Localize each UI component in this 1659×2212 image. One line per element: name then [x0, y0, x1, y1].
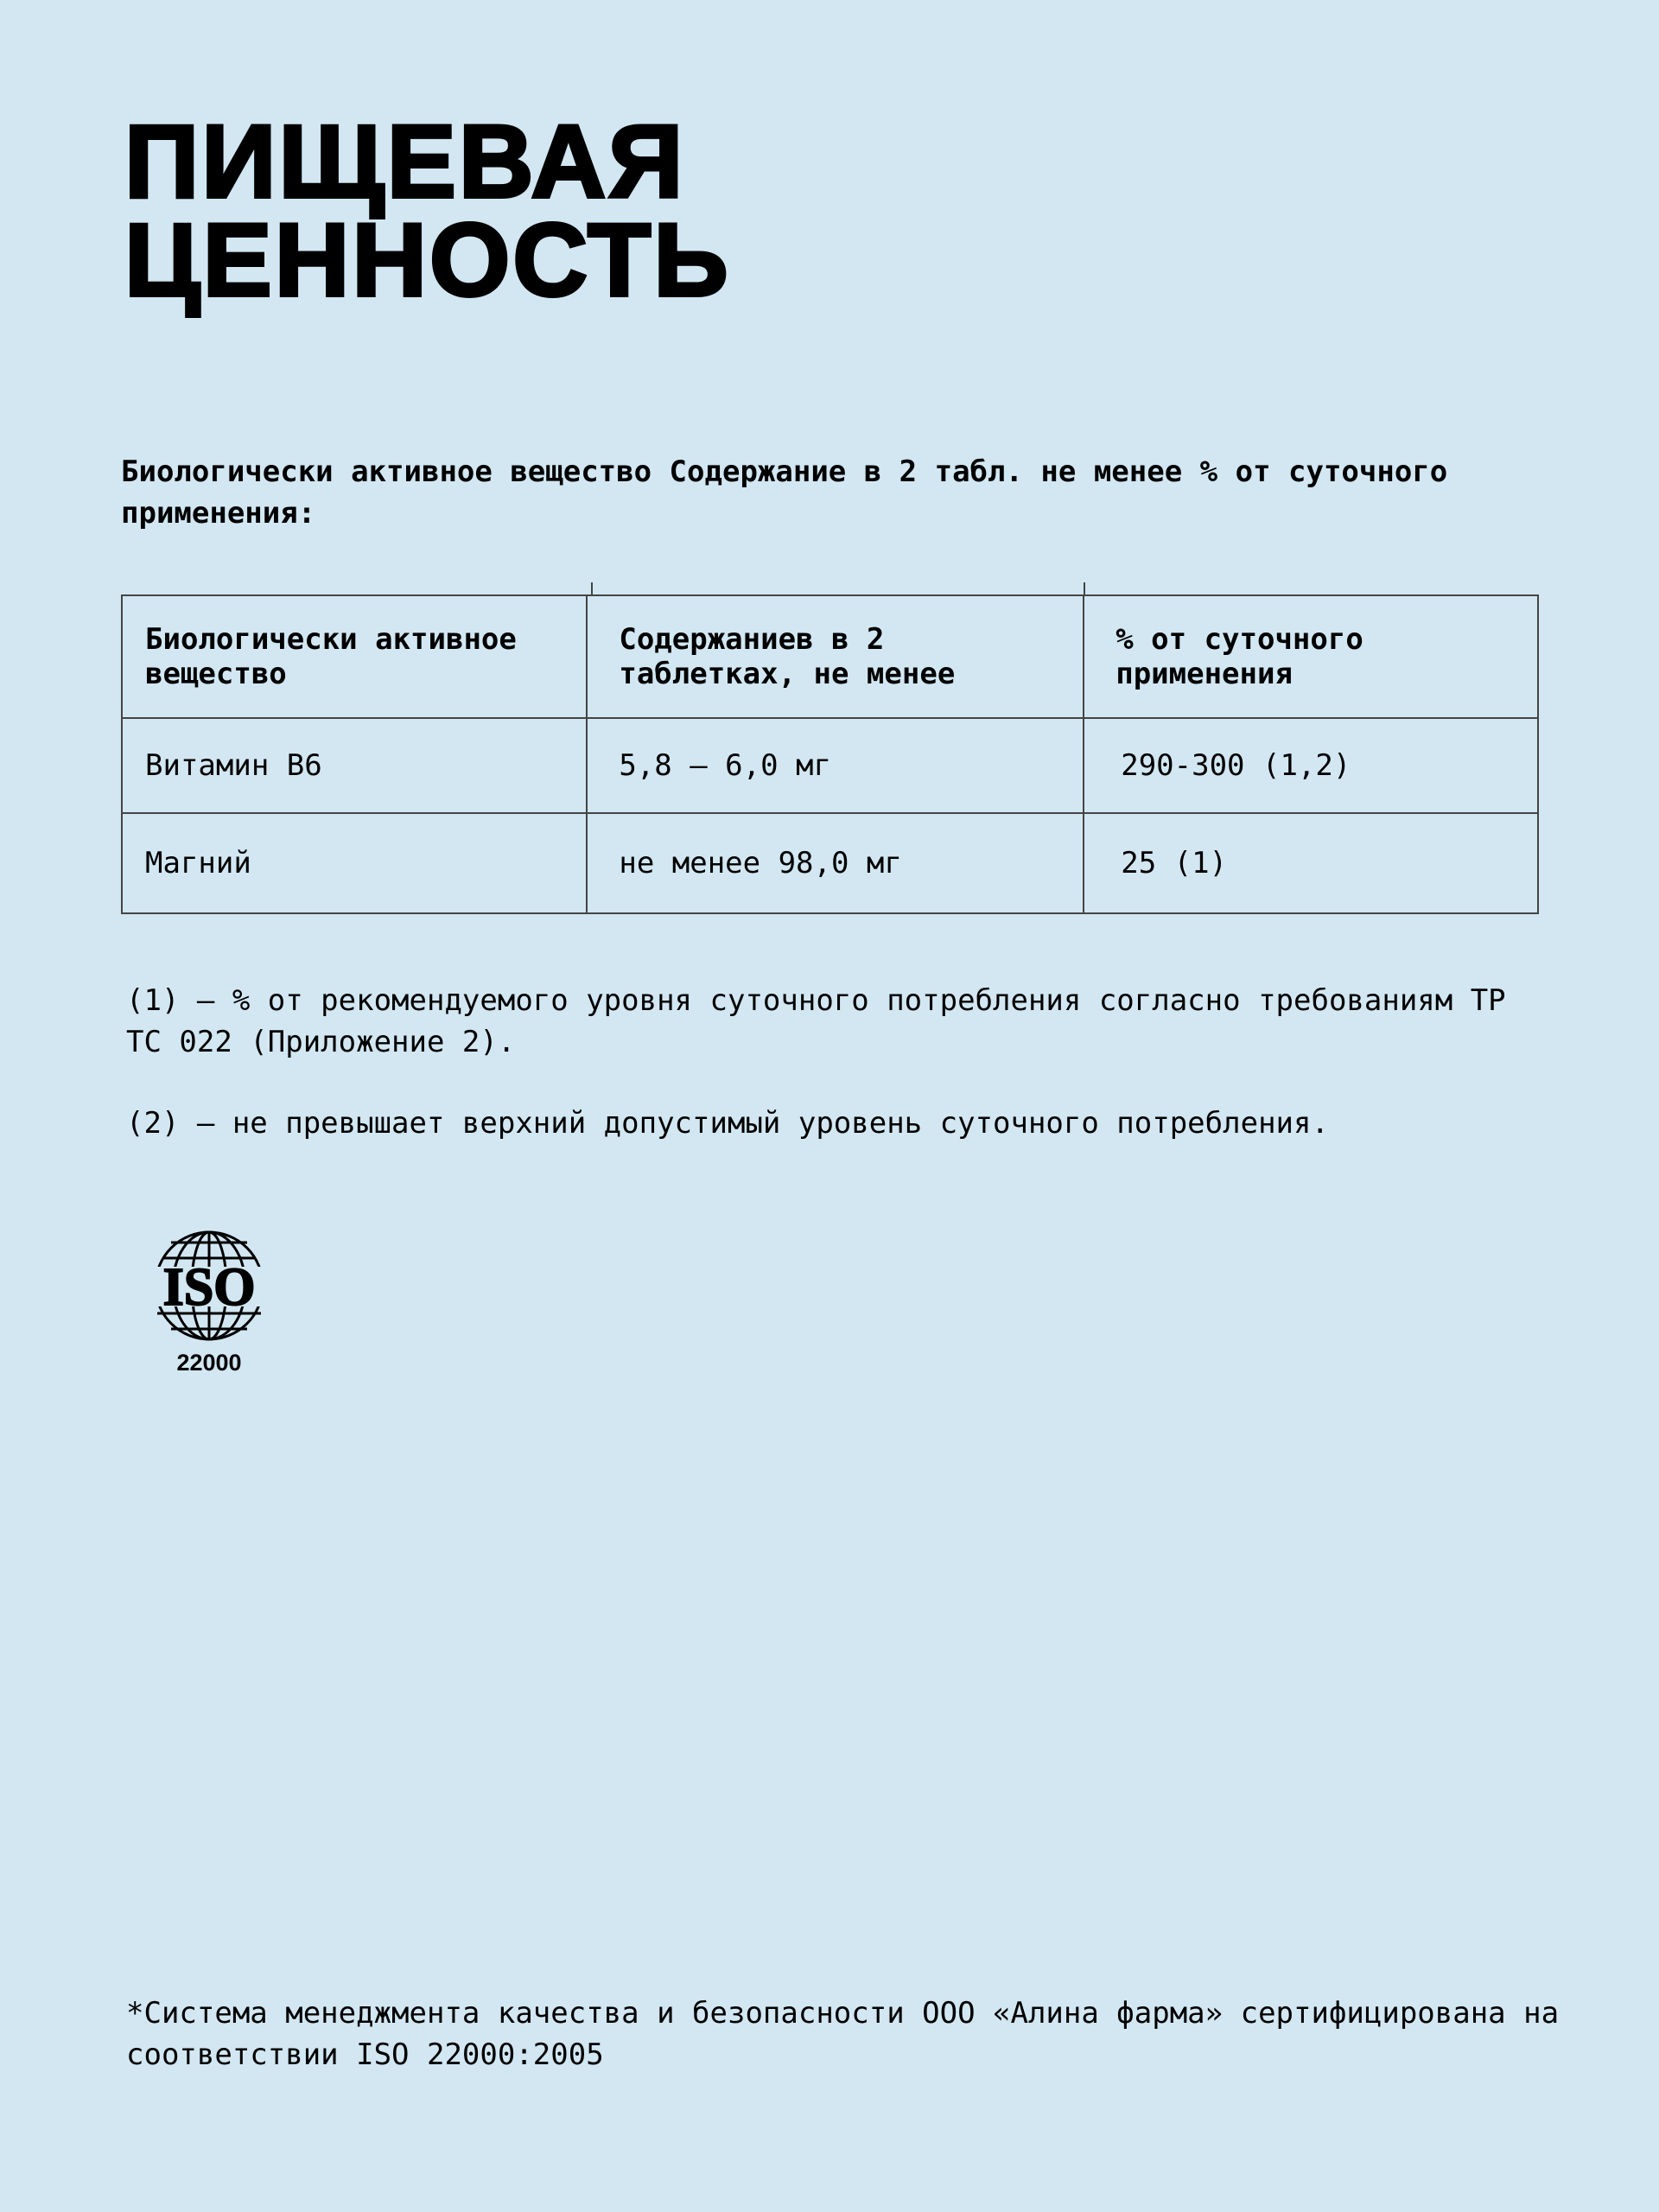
- footnote-2: (2) — не превышает верхний допустимый уровень суточного потребления.: [126, 1106, 1329, 1141]
- certification-note: *Система менеджмента качества и безопасности ООО «Алина фарма» сертифицирована на соответствии ISO 22000:2005: [126, 1996, 1560, 2072]
- table-header-row: [122, 595, 1538, 718]
- footnote-1: (1) — % от рекомендуемого уровня суточного потребления согласно требованиям ТР ТС 022 (Приложение 2).: [126, 983, 1506, 1059]
- cell-content: 5,8 – 6,0 мг: [587, 718, 1084, 813]
- page-title-line-1: ПИЩЕВАЯ: [124, 104, 686, 219]
- iso-globe-icon: [140, 1225, 278, 1346]
- footnotes: [126, 980, 1526, 1184]
- page-title-line-2: ЦЕННОСТЬ: [124, 202, 731, 318]
- header-daily-percent: % от суточного применения: [1084, 595, 1538, 718]
- cell-daily-percent: 25 (1): [1084, 813, 1538, 913]
- iso-standard-code: 22000: [176, 1350, 242, 1376]
- page-title: [124, 104, 731, 318]
- cell-substance: Магний: [122, 813, 587, 913]
- table-row: [122, 813, 1538, 913]
- cell-daily-percent: 290-300 (1,2): [1084, 718, 1538, 813]
- header-substance: Биологически активное вещество: [122, 595, 587, 718]
- cell-content: не менее 98,0 мг: [587, 813, 1084, 913]
- iso-certification-logo: [140, 1225, 278, 1381]
- header-content: Содержаниев в 2 таблетках, не менее: [587, 595, 1084, 718]
- iso-mark: ISO: [162, 1258, 256, 1317]
- table-caption: Биологически активное вещество Содержание в 2 табл. не менее % от суточного применения:: [121, 454, 1448, 531]
- nutrition-table: [121, 594, 1539, 914]
- table-row: [122, 718, 1538, 813]
- cell-substance: Витамин В6: [122, 718, 587, 813]
